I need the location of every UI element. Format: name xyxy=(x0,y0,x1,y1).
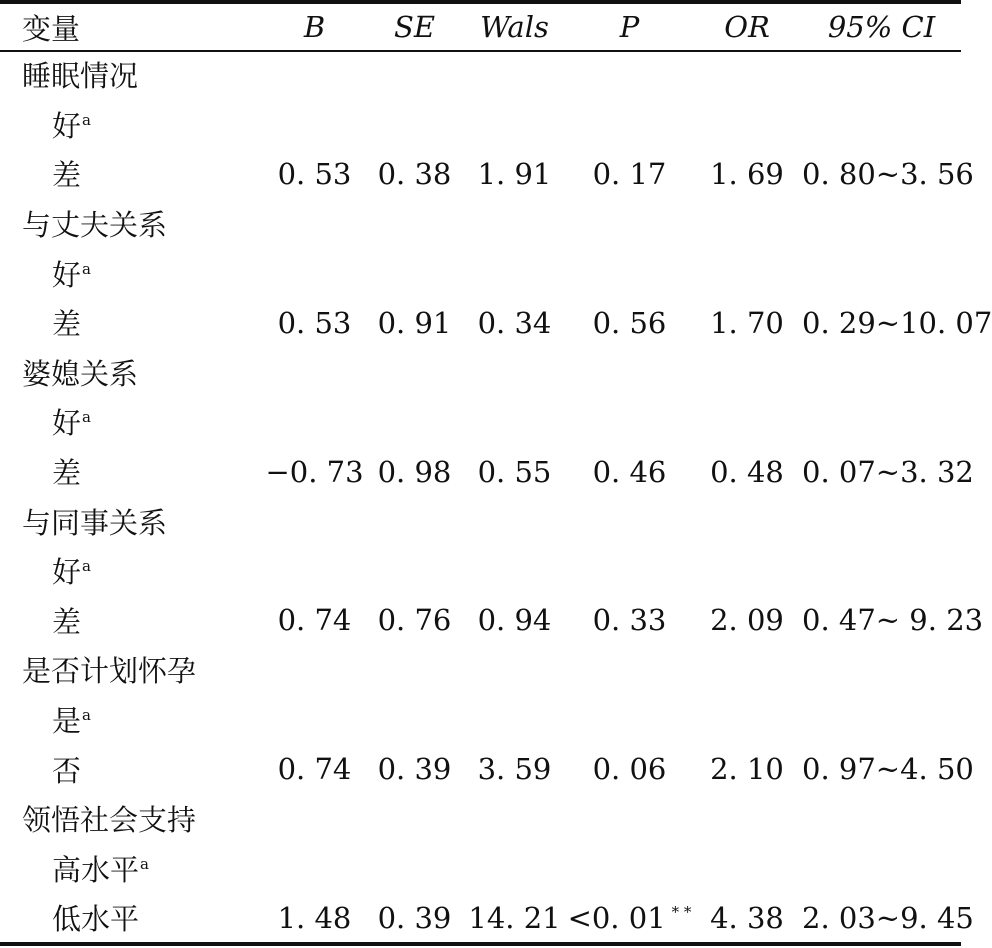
row-label xyxy=(0,447,262,497)
row-label-text: 差 xyxy=(52,604,82,639)
row-label-text: 领悟社会支持 xyxy=(22,803,197,838)
cell-se-value: 0. 76 xyxy=(377,603,452,638)
cell-se xyxy=(367,744,462,794)
cell-se-value: 0. 39 xyxy=(377,900,452,935)
row-label-text: 否 xyxy=(52,753,82,788)
cell-se xyxy=(367,50,462,100)
cell-b xyxy=(262,100,367,150)
cell-se xyxy=(367,149,462,199)
cell-se xyxy=(367,298,462,348)
reference-marker: a xyxy=(82,110,91,129)
cell-ci xyxy=(802,100,961,150)
cell-or xyxy=(692,596,802,646)
cell-b-value: 0. 74 xyxy=(277,752,352,787)
cell-or xyxy=(692,447,802,497)
group-row xyxy=(0,645,961,695)
row-label-text: 与同事关系 xyxy=(22,505,168,540)
cell-se xyxy=(367,645,462,695)
table-row xyxy=(0,844,961,894)
cell-b xyxy=(262,248,367,298)
row-label xyxy=(0,844,262,894)
cell-or xyxy=(692,348,802,398)
row-label xyxy=(0,397,262,447)
cell-b-value: 1. 48 xyxy=(277,900,352,935)
cell-se xyxy=(367,893,462,943)
header-or: OR xyxy=(724,10,770,44)
cell-b xyxy=(262,744,367,794)
cell-wals xyxy=(462,844,567,894)
row-label-text: 好 xyxy=(52,257,82,292)
cell-b xyxy=(262,149,367,199)
row-label-text: 高水平 xyxy=(52,852,140,887)
cell-or xyxy=(692,50,802,100)
group-row xyxy=(0,496,961,546)
cell-se xyxy=(367,496,462,546)
cell-wals xyxy=(462,546,567,596)
row-label xyxy=(0,50,262,100)
row-label xyxy=(0,794,262,844)
cell-se xyxy=(367,348,462,398)
row-label-text: 婆媳关系 xyxy=(22,356,139,391)
row-label-text: 好 xyxy=(52,555,82,590)
cell-ci xyxy=(802,199,961,249)
significance-marker: * * xyxy=(671,902,692,921)
cell-b xyxy=(262,844,367,894)
cell-wals xyxy=(462,744,567,794)
cell-or xyxy=(692,248,802,298)
cell-wals-value: 1. 91 xyxy=(477,156,552,191)
cell-b-value: −0. 73 xyxy=(265,454,364,489)
row-label xyxy=(0,100,262,150)
cell-ci-value: 0. 29~10. 07 xyxy=(802,305,992,340)
cell-wals xyxy=(462,149,567,199)
cell-p xyxy=(567,645,692,695)
cell-b-value: 0. 53 xyxy=(277,156,352,191)
cell-wals-value: 3. 59 xyxy=(477,752,552,787)
cell-or xyxy=(692,149,802,199)
reference-marker: a xyxy=(82,259,91,278)
cell-se xyxy=(367,397,462,447)
cell-b xyxy=(262,546,367,596)
cell-wals-value: 14. 21 xyxy=(468,900,561,935)
cell-p xyxy=(567,596,692,646)
cell-ci xyxy=(802,844,961,894)
table-row xyxy=(0,546,961,596)
table-row xyxy=(0,695,961,745)
cell-p xyxy=(567,50,692,100)
cell-wals xyxy=(462,397,567,447)
cell-wals xyxy=(462,50,567,100)
cell-ci xyxy=(802,695,961,745)
row-label xyxy=(0,744,262,794)
reference-marker: a xyxy=(82,706,91,725)
cell-ci xyxy=(802,596,984,646)
cell-ci-value: 0. 47~ 9. 23 xyxy=(802,603,984,638)
cell-ci-value: 0. 07~3. 32 xyxy=(802,454,974,489)
cell-b xyxy=(262,893,367,943)
cell-b xyxy=(262,348,367,398)
cell-ci-value: 0. 80~3. 56 xyxy=(802,156,974,191)
row-label xyxy=(0,496,262,546)
cell-p-value: 0. 33 xyxy=(592,603,667,638)
cell-p xyxy=(567,695,692,745)
group-row xyxy=(0,50,961,100)
group-row xyxy=(0,199,961,249)
reference-marker: a xyxy=(82,408,91,427)
header-row xyxy=(0,4,961,50)
cell-se xyxy=(367,546,462,596)
group-row xyxy=(0,348,961,398)
cell-p xyxy=(567,496,692,546)
cell-or xyxy=(692,397,802,447)
cell-se xyxy=(367,695,462,745)
cell-ci xyxy=(802,893,974,943)
row-label-text: 好 xyxy=(52,108,82,143)
cell-wals xyxy=(462,447,567,497)
cell-se xyxy=(367,794,462,844)
cell-p xyxy=(567,149,692,199)
cell-b xyxy=(262,645,367,695)
row-label xyxy=(0,645,262,695)
cell-p xyxy=(567,348,692,398)
cell-or xyxy=(692,546,802,596)
cell-wals-value: 0. 34 xyxy=(477,305,552,340)
cell-ci xyxy=(802,348,961,398)
cell-p-value: 0. 17 xyxy=(592,156,667,191)
cell-p-value: 0. 06 xyxy=(592,752,667,787)
cell-p xyxy=(567,298,692,348)
cell-ci xyxy=(802,397,961,447)
cell-p-value: 0. 56 xyxy=(592,305,667,340)
table-row xyxy=(0,397,961,447)
cell-wals xyxy=(462,794,567,844)
cell-wals xyxy=(462,100,567,150)
cell-b xyxy=(262,199,367,249)
cell-ci-value: 0. 97~4. 50 xyxy=(802,752,974,787)
row-label xyxy=(0,695,262,745)
header-variable: 变量 xyxy=(22,11,81,46)
reference-marker: a xyxy=(82,557,91,576)
cell-or-value: 1. 69 xyxy=(710,156,784,191)
regression-table xyxy=(0,4,992,943)
cell-se xyxy=(367,447,462,497)
cell-p xyxy=(567,100,692,150)
cell-ci xyxy=(802,298,992,348)
cell-se xyxy=(367,596,462,646)
row-label xyxy=(0,298,262,348)
cell-p xyxy=(567,397,692,447)
cell-p xyxy=(567,893,692,943)
cell-ci xyxy=(802,546,961,596)
cell-ci xyxy=(802,496,961,546)
cell-wals-value: 0. 55 xyxy=(477,454,552,489)
cell-ci xyxy=(802,50,961,100)
cell-ci xyxy=(802,744,974,794)
cell-ci xyxy=(802,248,961,298)
cell-or-value: 1. 70 xyxy=(710,305,784,340)
group-row xyxy=(0,794,961,844)
row-label-text: 是否计划怀孕 xyxy=(22,654,197,689)
table-row xyxy=(0,149,961,199)
cell-ci xyxy=(802,149,974,199)
row-label-text: 好 xyxy=(52,406,82,441)
row-label xyxy=(0,199,262,249)
row-label xyxy=(0,893,262,943)
reference-marker: a xyxy=(140,854,149,873)
cell-wals xyxy=(462,596,567,646)
cell-se xyxy=(367,199,462,249)
cell-se xyxy=(367,248,462,298)
cell-p-value: <0. 01 xyxy=(567,900,666,935)
row-label-text: 低水平 xyxy=(52,902,140,937)
cell-b xyxy=(262,447,367,497)
cell-b-value: 0. 74 xyxy=(277,603,352,638)
cell-b xyxy=(262,596,367,646)
cell-wals xyxy=(462,893,567,943)
header-b: B xyxy=(303,10,326,44)
table-row xyxy=(0,298,961,348)
table-row xyxy=(0,744,961,794)
cell-or xyxy=(692,100,802,150)
cell-or xyxy=(692,893,802,943)
row-label-text: 差 xyxy=(52,456,82,491)
cell-p xyxy=(567,744,692,794)
cell-wals-value: 0. 94 xyxy=(477,603,552,638)
cell-b xyxy=(262,794,367,844)
cell-or-value: 2. 09 xyxy=(710,603,784,638)
cell-ci xyxy=(802,447,974,497)
header-ci: 95% CI xyxy=(827,10,936,44)
cell-p xyxy=(567,248,692,298)
cell-se-value: 0. 98 xyxy=(377,454,452,489)
cell-wals xyxy=(462,695,567,745)
cell-wals xyxy=(462,496,567,546)
table-header xyxy=(0,4,961,50)
row-label xyxy=(0,149,262,199)
table-row xyxy=(0,893,961,943)
cell-b xyxy=(262,298,367,348)
cell-p xyxy=(567,199,692,249)
cell-b xyxy=(262,496,367,546)
header-se: SE xyxy=(393,10,436,44)
cell-ci-value: 2. 03~9. 45 xyxy=(802,900,974,935)
table-row xyxy=(0,596,961,646)
table-body xyxy=(0,50,992,943)
row-label-text: 与丈夫关系 xyxy=(22,208,168,243)
cell-se xyxy=(367,844,462,894)
cell-se-value: 0. 38 xyxy=(377,156,452,191)
cell-b xyxy=(262,50,367,100)
row-label xyxy=(0,546,262,596)
cell-ci xyxy=(802,645,961,695)
header-p: P xyxy=(619,10,640,44)
cell-b xyxy=(262,397,367,447)
cell-p xyxy=(567,447,692,497)
table-row xyxy=(0,248,961,298)
cell-se xyxy=(367,100,462,150)
cell-or xyxy=(692,695,802,745)
cell-p xyxy=(567,794,692,844)
cell-p xyxy=(567,844,692,894)
cell-or xyxy=(692,744,802,794)
cell-b xyxy=(262,695,367,745)
cell-or xyxy=(692,844,802,894)
cell-ci xyxy=(802,794,961,844)
cell-or xyxy=(692,645,802,695)
cell-or xyxy=(692,794,802,844)
row-label-text: 是 xyxy=(52,704,82,739)
row-label-text: 睡眠情况 xyxy=(22,59,139,94)
table-row xyxy=(0,100,961,150)
row-label xyxy=(0,248,262,298)
cell-wals xyxy=(462,298,567,348)
cell-wals xyxy=(462,645,567,695)
header-wals: Wals xyxy=(480,10,549,44)
row-label-text: 差 xyxy=(52,307,82,342)
cell-se-value: 0. 39 xyxy=(377,752,452,787)
row-label xyxy=(0,348,262,398)
cell-wals xyxy=(462,348,567,398)
row-label xyxy=(0,596,262,646)
cell-or xyxy=(692,298,802,348)
cell-b-value: 0. 53 xyxy=(277,305,352,340)
cell-or-value: 4. 38 xyxy=(710,900,784,935)
cell-se-value: 0. 91 xyxy=(377,305,452,340)
cell-p xyxy=(567,546,692,596)
table-row xyxy=(0,447,961,497)
cell-or-value: 0. 48 xyxy=(710,454,784,489)
cell-or xyxy=(692,199,802,249)
cell-p-value: 0. 46 xyxy=(592,454,667,489)
cell-or xyxy=(692,496,802,546)
cell-wals xyxy=(462,248,567,298)
cell-wals xyxy=(462,199,567,249)
cell-or-value: 2. 10 xyxy=(710,752,784,787)
row-label-text: 差 xyxy=(52,158,82,193)
